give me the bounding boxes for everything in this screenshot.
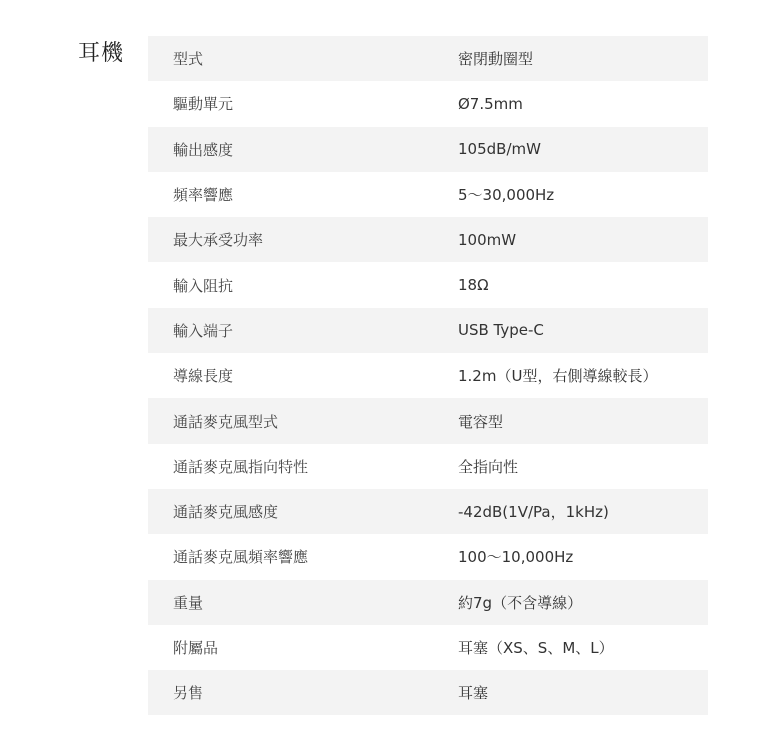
spec-row-impedance xyxy=(148,262,708,307)
spec-row-input-terminal xyxy=(148,308,708,353)
spec-row-type xyxy=(148,36,708,81)
spec-row-mic-frequency-response xyxy=(148,534,708,579)
spec-value: -42dB(1V/Pa，1kHz) xyxy=(458,503,609,522)
spec-value: 18Ω xyxy=(458,276,489,295)
spec-row-weight xyxy=(148,580,708,625)
spec-value: 105dB/mW xyxy=(458,140,541,159)
spec-value: 電容型 xyxy=(458,412,504,431)
spec-row-sensitivity xyxy=(148,127,708,172)
spec-label: 另售 xyxy=(173,684,204,703)
spec-label: 通話麥克風頻率響應 xyxy=(173,548,309,567)
spec-label: 通話麥克風型式 xyxy=(173,412,279,431)
spec-label: 驅動單元 xyxy=(173,95,234,114)
spec-label: 輸出感度 xyxy=(173,140,234,159)
spec-row-accessories xyxy=(148,625,708,670)
spec-label: 通話麥克風感度 xyxy=(173,503,279,522)
spec-label: 通話麥克風指向特性 xyxy=(173,457,309,476)
spec-value: 100～10,000Hz xyxy=(458,548,574,567)
spec-value: Ø7.5mm xyxy=(458,94,523,113)
spec-label: 導線長度 xyxy=(173,367,234,386)
spec-label: 頻率響應 xyxy=(173,186,234,205)
spec-value: 耳塞 xyxy=(458,684,489,703)
spec-table xyxy=(148,36,708,715)
spec-label: 最大承受功率 xyxy=(173,231,264,250)
spec-row-max-power xyxy=(148,217,708,262)
spec-value: 約7g（不含導線） xyxy=(458,593,583,612)
spec-row-driver-unit xyxy=(148,81,708,126)
spec-label: 型式 xyxy=(173,50,204,69)
spec-label: 重量 xyxy=(173,593,204,612)
spec-row-cable-length xyxy=(148,353,708,398)
spec-value: 耳塞（XS、S、M、L） xyxy=(458,639,614,657)
spec-label: 附屬品 xyxy=(173,639,219,657)
spec-row-mic-sensitivity xyxy=(148,489,708,534)
section-title: 耳機 xyxy=(78,41,125,66)
spec-row-sold-separately xyxy=(148,670,708,715)
spec-value: 100mW xyxy=(458,230,517,249)
spec-value: 1.2m（U型，右側導線較長） xyxy=(458,367,658,386)
spec-label: 輸入阻抗 xyxy=(173,276,234,295)
spec-value: 密閉動圈型 xyxy=(458,50,534,69)
spec-label: 輸入端子 xyxy=(173,321,234,340)
spec-value: 全指向性 xyxy=(458,457,519,476)
spec-value: 5～30,000Hz xyxy=(458,186,555,205)
spec-row-frequency-response xyxy=(148,172,708,217)
spec-row-mic-directivity xyxy=(148,444,708,489)
spec-row-mic-type xyxy=(148,398,708,443)
spec-value: USB Type-C xyxy=(458,321,544,340)
